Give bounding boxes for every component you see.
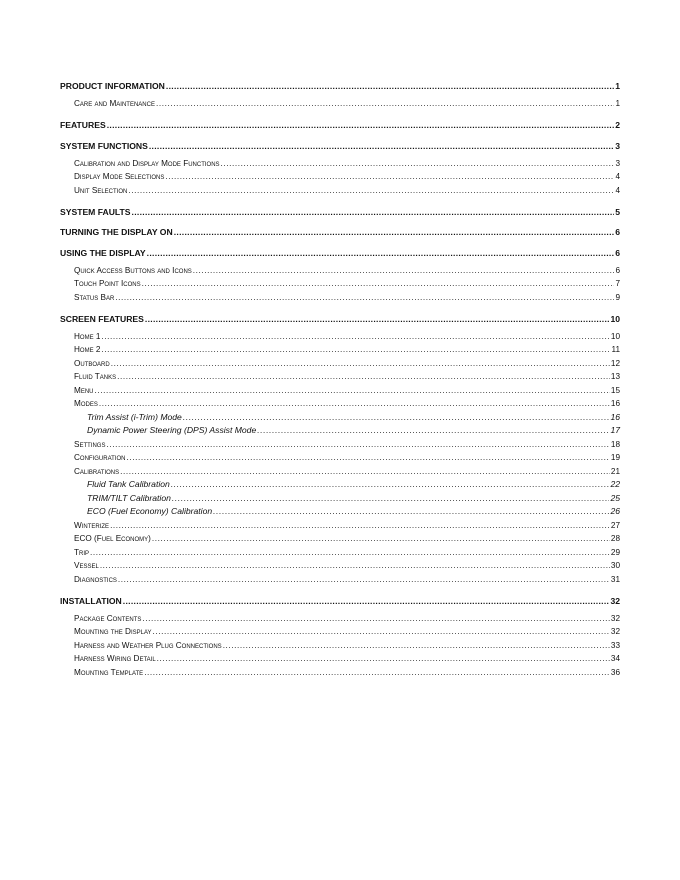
dot-leader: [149, 141, 614, 152]
dot-leader: [172, 492, 610, 506]
toc-entry-page-number: 32: [610, 595, 620, 606]
toc-entry-title: Quick Access Buttons and Icons: [74, 265, 192, 275]
dot-leader: [128, 184, 614, 198]
toc-entry-page-number: 12: [610, 358, 620, 368]
toc-entry-title: Fluid Tanks: [74, 372, 117, 381]
dot-leader: [157, 652, 610, 666]
dot-leader: [90, 546, 610, 560]
toc-entry-title: Dynamic Power Steering (DPS) Assist Mode: [87, 425, 257, 435]
toc-entry[interactable]: [60, 120, 620, 131]
dot-leader: [106, 438, 609, 452]
toc-entry-page-number: 6: [615, 227, 620, 237]
toc-entry-title: SYSTEM FUNCTIONS: [60, 140, 148, 151]
toc-entry-page-number: 22: [610, 479, 620, 489]
toc-entry-page-number: 10: [610, 331, 620, 341]
toc-entry[interactable]: [60, 492, 620, 506]
toc-entry-title: Status Bar: [74, 292, 115, 302]
toc-entry[interactable]: [60, 330, 620, 344]
toc-entry-page-number: 16: [610, 411, 620, 422]
dot-leader: [101, 330, 609, 344]
toc-entry[interactable]: [60, 559, 620, 573]
dot-leader: [174, 227, 615, 238]
dot-leader: [193, 264, 615, 278]
dot-leader: [111, 357, 610, 371]
toc-entry[interactable]: [60, 546, 620, 560]
toc-entry-page-number: 27: [610, 520, 620, 530]
toc-entry[interactable]: [60, 438, 620, 452]
toc-entry-title: Configuration: [74, 453, 126, 462]
toc-entry-page-number: 21: [610, 466, 620, 476]
toc-entry[interactable]: [60, 639, 620, 653]
toc-entry-page-number: 33: [610, 640, 620, 650]
toc-entry[interactable]: [60, 227, 620, 238]
toc-entry[interactable]: [60, 666, 620, 680]
toc-entry-page-number: 26: [610, 506, 620, 516]
dot-leader: [99, 397, 610, 411]
toc-entry-title: INSTALLATION: [60, 595, 122, 606]
toc-entry[interactable]: [60, 596, 620, 607]
toc-entry-page-number: 4: [615, 172, 620, 181]
toc-entry-page-number: 6: [615, 247, 620, 258]
toc-entry-title: Touch Point Icons: [74, 279, 141, 288]
toc-entry[interactable]: [60, 505, 620, 519]
dot-leader: [183, 411, 610, 425]
toc-entry[interactable]: [60, 170, 620, 184]
toc-entry-title: Outboard: [74, 358, 110, 368]
toc-entry-page-number: 5: [615, 206, 620, 217]
toc-entry-title: Vessel: [74, 561, 99, 570]
table-of-contents: [60, 81, 620, 679]
toc-entry[interactable]: [60, 370, 620, 384]
toc-entry[interactable]: [60, 157, 620, 171]
dot-leader: [145, 314, 610, 325]
toc-entry-page-number: 13: [610, 372, 620, 381]
toc-entry[interactable]: [60, 248, 620, 259]
toc-entry-page-number: 1: [615, 99, 620, 108]
dot-leader: [147, 248, 615, 259]
toc-entry-page-number: 6: [615, 265, 620, 275]
toc-entry[interactable]: [60, 81, 620, 92]
toc-entry-title: Display Mode Selections: [74, 172, 165, 181]
toc-entry-title: SYSTEM FAULTS: [60, 206, 131, 217]
toc-entry-title: Mounting Template: [74, 667, 144, 677]
dot-leader: [132, 207, 615, 218]
toc-entry-title: Harness and Weather Plug Connections: [74, 640, 222, 650]
toc-entry[interactable]: [60, 264, 620, 278]
toc-entry[interactable]: [60, 532, 620, 546]
dot-leader: [165, 170, 614, 184]
toc-entry[interactable]: [60, 384, 620, 398]
toc-entry-page-number: 11: [611, 345, 620, 354]
dot-leader: [142, 277, 615, 291]
toc-entry-title: Diagnostics: [74, 574, 117, 584]
toc-entry-page-number: 10: [610, 313, 620, 324]
toc-entry[interactable]: [60, 573, 620, 587]
dot-leader: [126, 451, 609, 465]
toc-entry-page-number: 32: [610, 627, 620, 636]
toc-entry-page-number: 4: [615, 185, 620, 195]
toc-entry-title: USING THE DISPLAY: [60, 247, 146, 258]
toc-entry-page-number: 2: [615, 120, 620, 130]
toc-entry-title: Modes: [74, 399, 98, 408]
toc-entry[interactable]: [60, 343, 620, 357]
toc-entry-page-number: 3: [615, 158, 620, 168]
dot-leader: [110, 519, 610, 533]
toc-entry-title: Home 2: [74, 345, 101, 354]
toc-entry-page-number: 28: [610, 534, 620, 543]
dot-leader: [152, 532, 610, 546]
toc-entry-title: Settings: [74, 439, 106, 449]
toc-entry-page-number: 19: [610, 453, 620, 462]
dot-leader: [95, 384, 610, 398]
toc-entry-title: Calibrations: [74, 466, 120, 476]
toc-entry-page-number: 17: [610, 425, 620, 435]
toc-entry-page-number: 3: [615, 140, 620, 151]
toc-entry-title: Trip: [74, 547, 90, 557]
dot-leader: [153, 625, 610, 639]
toc-entry[interactable]: [60, 478, 620, 492]
toc-entry-title: TRIM/TILT Calibration: [87, 492, 171, 503]
toc-entry[interactable]: [60, 357, 620, 371]
toc-entry-page-number: 32: [610, 613, 620, 623]
dot-leader: [171, 478, 610, 492]
toc-entry-title: ECO (Fuel Economy) Calibration: [87, 506, 213, 516]
toc-entry[interactable]: [60, 141, 620, 152]
toc-entry-title: TURNING THE DISPLAY ON: [60, 227, 173, 237]
toc-entry-title: Unit Selection: [74, 185, 128, 195]
toc-entry-title: Trim Assist (i-Trim) Mode: [87, 411, 182, 422]
toc-entry-page-number: 31: [610, 574, 620, 584]
toc-entry-title: Mounting the Display: [74, 627, 152, 636]
dot-leader: [118, 573, 610, 587]
toc-entry[interactable]: [60, 411, 620, 425]
toc-entry-title: Fluid Tank Calibration: [87, 479, 170, 489]
dot-leader: [166, 81, 614, 92]
toc-entry[interactable]: [60, 277, 620, 291]
toc-entry-title: Package Contents: [74, 613, 142, 623]
toc-entry-page-number: 9: [615, 292, 620, 302]
toc-entry-page-number: 29: [610, 547, 620, 557]
toc-entry-page-number: 30: [610, 561, 620, 570]
dot-leader: [120, 465, 610, 479]
toc-entry-page-number: 16: [610, 399, 620, 408]
dot-leader: [107, 120, 615, 131]
toc-entry-title: Home 1: [74, 331, 101, 341]
toc-entry-page-number: 18: [610, 439, 620, 449]
toc-entry-title: SCREEN FEATURES: [60, 313, 144, 324]
dot-leader: [156, 97, 614, 111]
toc-entry[interactable]: [60, 465, 620, 479]
toc-entry[interactable]: [60, 519, 620, 533]
dot-leader: [115, 291, 614, 305]
dot-leader: [142, 612, 610, 626]
toc-entry-title: Harness Wiring Detail: [74, 654, 156, 663]
toc-entry-title: FEATURES: [60, 120, 106, 130]
dot-leader: [257, 424, 609, 438]
dot-leader: [223, 639, 610, 653]
toc-entry-page-number: 36: [610, 667, 620, 677]
toc-entry-page-number: 25: [610, 492, 620, 503]
toc-entry[interactable]: [60, 207, 620, 218]
toc-entry[interactable]: [60, 424, 620, 438]
toc-entry-title: Winterize: [74, 520, 110, 530]
dot-leader: [144, 666, 610, 680]
toc-entry-page-number: 34: [610, 654, 620, 663]
toc-entry[interactable]: [60, 652, 620, 666]
toc-entry[interactable]: [60, 397, 620, 411]
toc-entry-title: Care and Maintenance: [74, 99, 155, 108]
toc-entry-page-number: 1: [615, 81, 620, 91]
toc-entry-page-number: 15: [610, 385, 620, 395]
dot-leader: [221, 157, 615, 171]
toc-entry[interactable]: [60, 97, 620, 111]
toc-entry-page-number: 7: [615, 279, 620, 288]
dot-leader: [213, 505, 609, 519]
toc-entry[interactable]: [60, 451, 620, 465]
dot-leader: [100, 559, 610, 573]
toc-entry[interactable]: [60, 612, 620, 626]
toc-entry[interactable]: [60, 184, 620, 198]
dot-leader: [117, 370, 610, 384]
toc-entry-title: Menu: [74, 385, 94, 395]
toc-entry-title: Calibration and Display Mode Functions: [74, 158, 220, 168]
toc-entry[interactable]: [60, 291, 620, 305]
toc-entry[interactable]: [60, 314, 620, 325]
dot-leader: [101, 343, 610, 357]
toc-entry[interactable]: [60, 625, 620, 639]
dot-leader: [123, 596, 610, 607]
toc-entry-title: ECO (Fuel Economy): [74, 534, 151, 543]
toc-entry-title: PRODUCT INFORMATION: [60, 81, 165, 91]
